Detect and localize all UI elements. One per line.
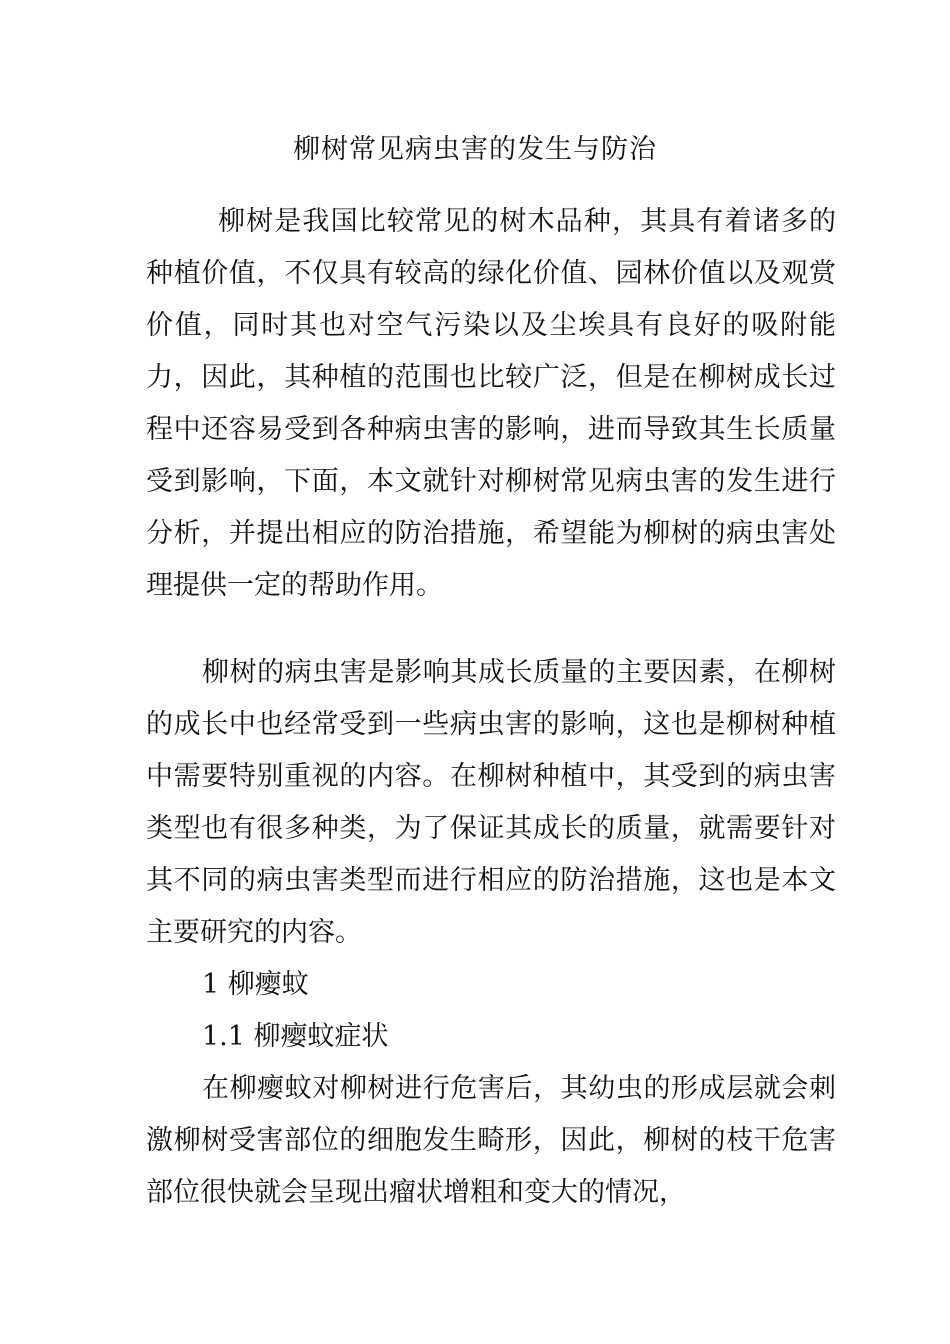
intro-paragraph: 柳树是我国比较常见的树木品种，其具有着诸多的种植价值，不仅具有较高的绿化价值、园林价值以及观赏价值，同时其也对空气污染以及尘埃具有良好的吸附能力，因此，其种植的范围也比较广泛，但是在柳树成长过程中还容易受到各种病虫害的影响，进而导致其生长质量受到影响，下面，本文就针对柳树常见病虫害的发生进行分析，并提出相应的防治措施，希望能为柳树的病虫害处理提供一定的帮助作用。 [146, 206, 836, 601]
document-title: 柳树常见病虫害的发生与防治 [293, 134, 657, 165]
section-heading: 1 柳瘿蚊 [202, 969, 309, 1000]
main-section [146, 647, 836, 1219]
body-paragraph: 柳树的病虫害是影响其成长质量的主要因素，在柳树的成长中也经常受到一些病虫害的影响，这也是柳树种植中需要特别重视的内容。在柳树种植中，其受到的病虫害类型也有很多种类，为了保证其成长的质量，就需要针对其不同的病虫害类型而进行相应的防治措施，这也是本文主要研究的内容。 [146, 657, 836, 948]
intro-section [146, 196, 836, 612]
body-paragraph: 在柳瘿蚊对柳树进行危害后，其幼虫的形成层就会刺激柳树受害部位的细胞发生畸形，因此，柳树的枝干危害部位很快就会呈现出瘤状增粗和变大的情况， [146, 1073, 836, 1208]
subsection-heading: 1.1 柳瘿蚊症状 [202, 1021, 389, 1052]
